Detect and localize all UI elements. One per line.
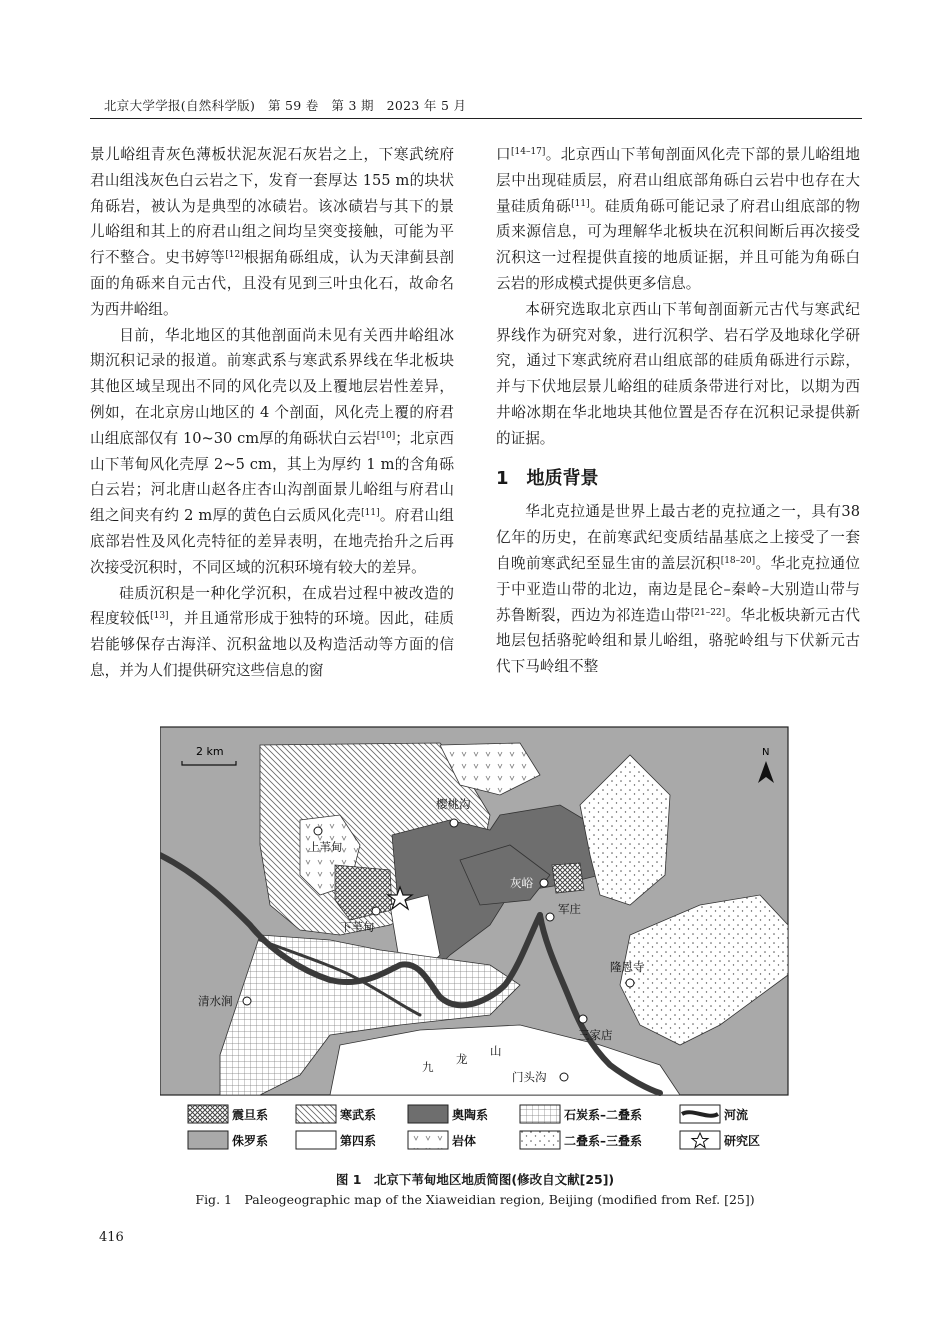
place-marker <box>372 907 380 915</box>
citation[interactable]: [21–22] <box>690 607 726 618</box>
place-marker <box>540 879 548 887</box>
place-shangweidian: 上苇甸 <box>308 840 343 854</box>
place-qingshuijian: 清水涧 <box>198 994 233 1008</box>
citation[interactable]: [10] <box>376 430 396 441</box>
legend-carb-perm: 石炭系–二叠系 <box>564 1108 643 1122</box>
paragraph: 华北克拉通是世界上最古老的克拉通之一，具有38亿年的历史，在前寒武纪变质结晶基底之上接受了一套自晚前寒武纪至显生宙的盖层沉积[18–20]。华北克拉通位于中亚造山带的北边，南边是昆仑–秦岭–大别造山带与苏鲁断裂，西边为祁连造山带[21–22]。华北板块新元古代地层包括骆驼岭组和景儿峪组，骆驼岭组与下伏新元古代下马岭组不整 <box>496 503 860 676</box>
place-shan: 山 <box>490 1044 502 1058</box>
legend-intrusion: 岩体 <box>452 1134 477 1148</box>
geological-map-figure <box>160 725 790 1165</box>
citation[interactable]: [18–20] <box>720 555 756 566</box>
citation[interactable]: [11] <box>361 508 380 519</box>
legend-swatch-sinian <box>188 1105 228 1123</box>
place-sanjiadian: 三家店 <box>578 1028 613 1042</box>
section-title: 1 地质背景 <box>496 467 599 489</box>
place-marker <box>243 997 251 1005</box>
legend-ordovician: 奥陶系 <box>452 1108 489 1122</box>
page-number: 416 <box>99 1230 124 1245</box>
citation[interactable]: [13] <box>150 611 169 622</box>
paragraph: 硅质沉积是一种化学沉积，在成岩过程中被改造的程度较低[13]，并且通常形成于独特的环境。因此，硅质岩能够保存古海洋、沉积盆地以及构造活动等方面的信息，并为人们提供研究这些信息的窗 <box>90 584 454 679</box>
scale-label: 2 km <box>196 745 224 758</box>
place-jiu: 九 <box>422 1060 434 1074</box>
legend-swatch-quaternary <box>296 1131 336 1149</box>
figure-caption-zh: 图 1 北京下苇甸地区地质简图(修改自文献[25]) <box>335 1172 615 1187</box>
place-marker <box>626 979 634 987</box>
legend-quaternary: 第四系 <box>340 1134 377 1148</box>
right-column <box>496 142 860 680</box>
legend-swatch-perm-tri <box>520 1131 560 1149</box>
north-label: N <box>762 747 770 758</box>
paragraph: 目前，华北地区的其他剖面尚未见有关西井峪组冰期沉积记录的报道。前寒武系与寒武系界线在华北板块其他区域呈现出不同的风化壳以及上覆地层岩性差异，例如，在北京房山地区的 4 个剖面，风化壳上覆的府君山组底部仅有 10~30 cm厚的角砾状白云岩[10]；北京西山下苇甸风化壳厚 2~5 cm，其上为厚约 1 m的含角砾白云岩；河北唐山赵各庄杏山沟剖面景儿峪组与府君山组之间夹有约 2 m厚的黄色白云质风化壳[11]。府君山组底部岩性及风化壳特征的差异表明，在地壳抬升之后再次接受沉积时，不同区域的沉积环境有较大的差异。 <box>90 326 454 576</box>
paragraph: 本研究选取北京西山下苇甸剖面新元古代与寒武纪界线作为研究对象，进行沉积学、岩石学及地球化学研究，通过下寒武统府君山组底部的硅质角砾进行示踪，并与下伏地层景儿峪组的硅质条带进行对比，以期为西井峪冰期在华北地块其他位置是否存在沉积记录提供新的证据。 <box>496 300 860 447</box>
place-marker <box>314 827 322 835</box>
sinian-unit <box>552 863 584 893</box>
place-marker <box>579 1015 587 1023</box>
legend-study: 研究区 <box>724 1134 761 1148</box>
legend-swatch-ordovician <box>408 1105 448 1123</box>
place-xiaweidian: 下苇甸 <box>340 920 375 934</box>
citation[interactable]: [11] <box>571 198 590 209</box>
legend-swatch-intrusion <box>408 1131 448 1149</box>
place-long: 龙 <box>456 1052 468 1066</box>
legend-perm-tri: 二叠系–三叠系 <box>564 1134 643 1148</box>
legend <box>188 1105 760 1149</box>
legend-cambrian: 寒武系 <box>340 1108 377 1122</box>
citation[interactable]: [14–17] <box>510 147 546 157</box>
legend-swatch-jurassic <box>188 1131 228 1149</box>
left-column <box>90 142 454 684</box>
paragraph: 景儿峪组青灰色薄板状泥灰泥石灰岩之上，下寒武统府君山组浅灰色白云岩之下，发育一套厚达 155 m的块状角砾岩，被认为是典型的冰碛岩。该冰碛岩与其下的景儿峪组和其上的府君山组之间均呈突变接触，可能为平行不整合。史书婷等[12]根据角砾组成，认为天津蓟县剖面的角砾来自元古代，且没有见到三叶虫化石，故命名为西井峪组。 <box>90 146 454 318</box>
sinian-unit <box>335 865 392 920</box>
place-longensi: 隆恩寺 <box>610 960 645 974</box>
legend-river: 河流 <box>724 1108 749 1122</box>
header-rule <box>90 118 862 119</box>
place-mentougou: 门头沟 <box>512 1070 547 1084</box>
place-marker <box>546 913 554 921</box>
legend-sinian: 震旦系 <box>232 1108 269 1122</box>
place-yingtaogou: 樱桃沟 <box>436 797 471 811</box>
figure-caption-en: Fig. 1 Paleogeographic map of the Xiaweidian region, Beijing (modified from Ref. [25]) <box>195 1192 755 1207</box>
legend-swatch-carb-perm <box>520 1105 560 1123</box>
paragraph: 口[14–17]。北京西山下苇甸剖面风化壳下部的景儿峪组地层中出现硅质层，府君山组底部角砾白云岩中也存在大量硅质角砾[11]。硅质角砾可能记录了府君山组底部的物质来源信息，可为理解华北板块在沉积间断后再次接受沉积这一过程提供直接的地质证据，并且可能为角砾白云岩的形成模式提供更多信息。 <box>496 146 860 292</box>
place-junzhuang: 军庄 <box>558 902 581 916</box>
place-marker <box>450 819 458 827</box>
place-huiyu: 灰峪 <box>510 876 533 890</box>
place-marker <box>560 1073 568 1081</box>
legend-swatch-cambrian <box>296 1105 336 1123</box>
legend-jurassic: 侏罗系 <box>232 1134 269 1148</box>
running-header: 北京大学学报(自然科学版) 第 59 卷 第 3 期 2023 年 5 月 <box>104 98 467 113</box>
citation[interactable]: [12] <box>225 250 244 261</box>
